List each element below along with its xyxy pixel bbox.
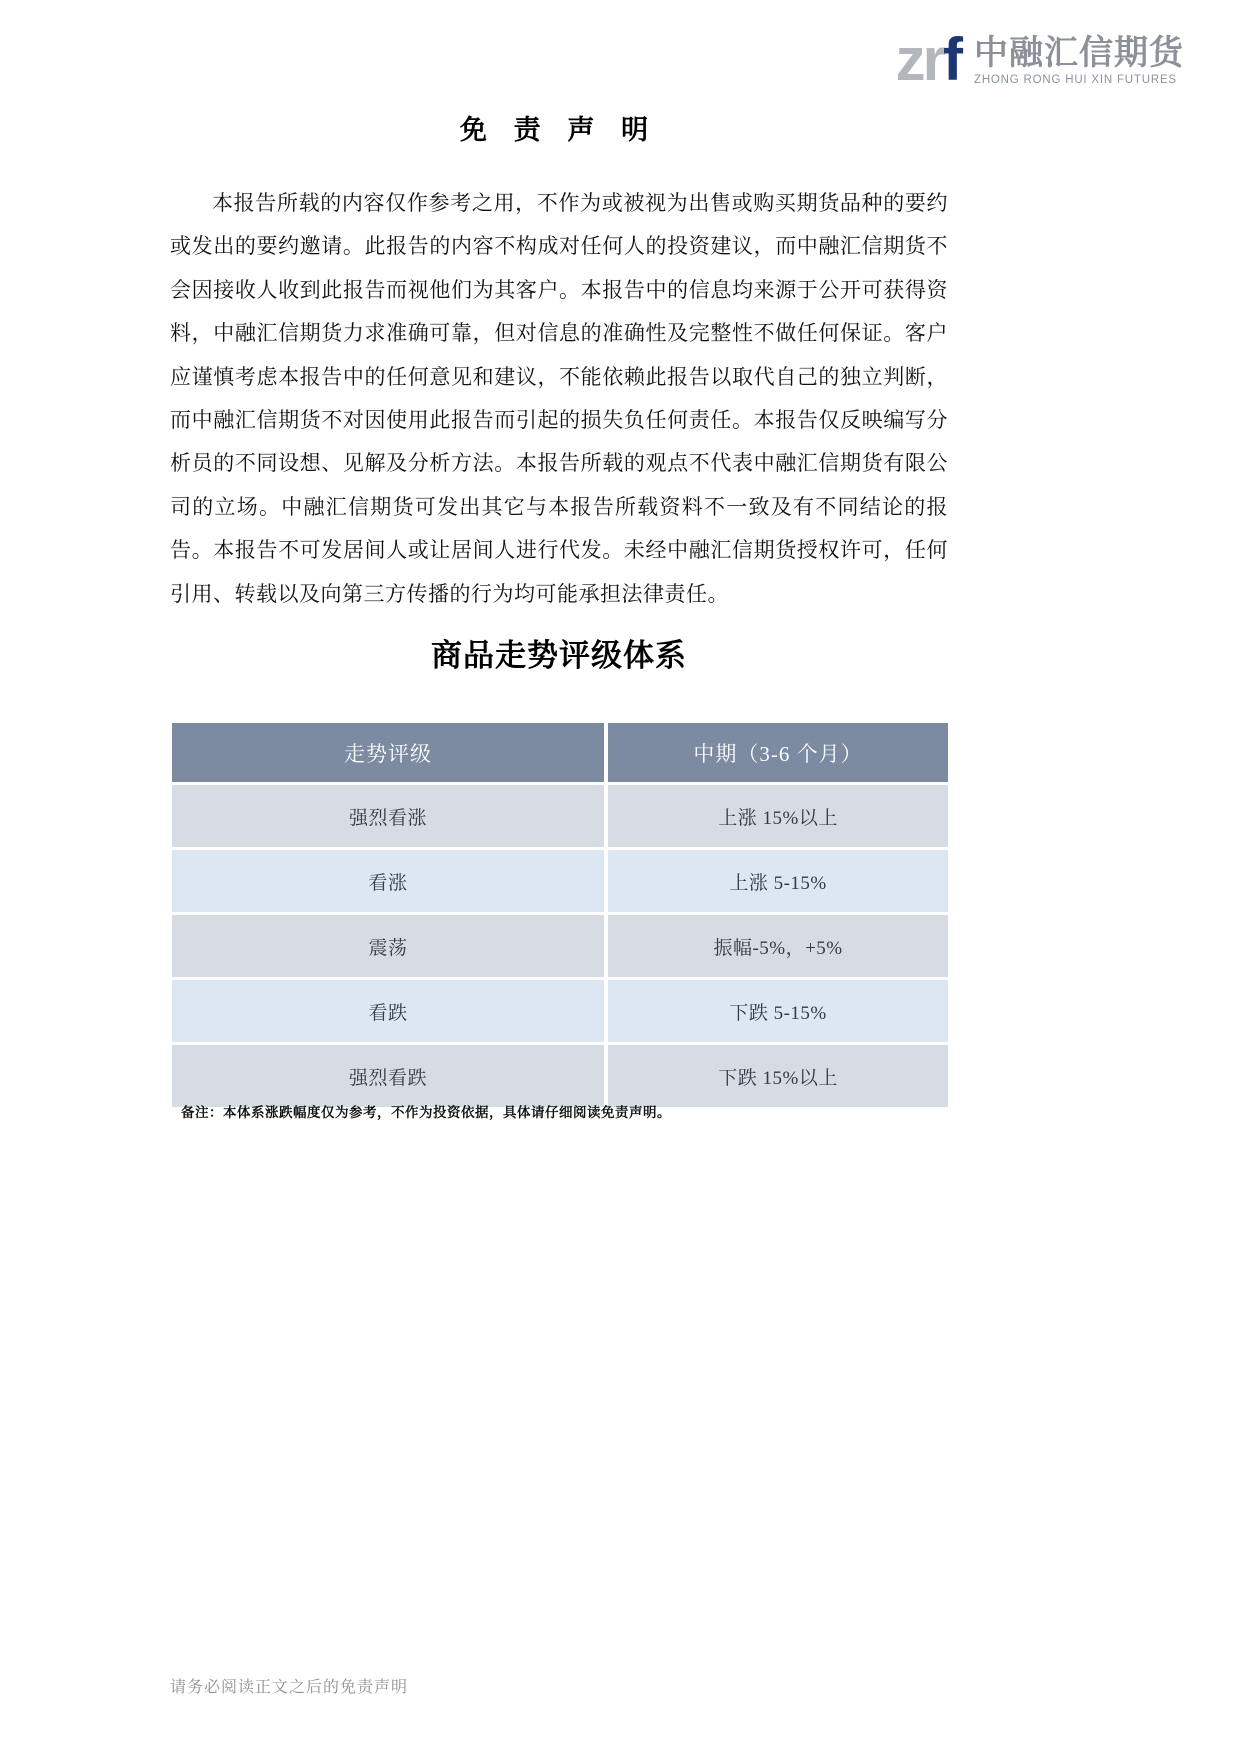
rating-table [168, 720, 952, 1110]
header-trend-rating: 走势评级 [172, 723, 604, 782]
range-cell: 振幅-5%，+5% [608, 915, 948, 977]
rating-cell: 震荡 [172, 915, 604, 977]
rating-note: 备注：本体系涨跌幅度仅为参考，不作为投资依据，具体请仔细阅读免责声明。 [181, 1105, 671, 1120]
logo-f-letter: f [943, 26, 960, 93]
zrf-logo-icon [895, 26, 960, 93]
page-footer: 请务必阅读正文之后的免责声明 [170, 1679, 409, 1696]
company-names [974, 34, 1184, 86]
table-row [172, 850, 948, 912]
rating-cell: 强烈看跌 [172, 1045, 604, 1107]
logo-zr-letters: zr [895, 26, 944, 93]
table-row [172, 1045, 948, 1107]
rating-table-header-row [172, 723, 948, 782]
rating-cell: 看跌 [172, 980, 604, 1042]
disclaimer-title: 免 责 声 明 [459, 115, 659, 145]
rating-cell: 看涨 [172, 850, 604, 912]
company-name-en: ZHONG RONG HUI XIN FUTURES [974, 74, 1177, 86]
table-row [172, 980, 948, 1042]
range-cell: 下跌 5-15% [608, 980, 948, 1042]
disclaimer-body: 本报告所载的内容仅作参考之用，不作为或被视为出售或购买期货品种的要约或发出的要约邀请。此报告的内容不构成对任何人的投资建议，而中融汇信期货不会因接收人收到此报告而视他们为其客户。本报告中的信息均来源于公开可获得资料，中融汇信期货力求准确可靠，但对信息的准确性及完整性不做任何保证。客户应谨慎考虑本报告中的任何意见和建议，不能依赖此报告以取代自己的独立判断，而中融汇信期货不对因使用此报告而引起的损失负任何责任。本报告仅反映编写分析员的不同设想、见解及分析方法。本报告所载的观点不代表中融汇信期货有限公司的立场。中融汇信期货可发出其它与本报告所载资料不一致及有不同结论的报告。本报告不可发居间人或让居间人进行代发。未经中融汇信期货授权许可，任何引用、转载以及向第三方传播的行为均可能承担法律责任。 [170, 191, 948, 606]
rating-cell: 强烈看涨 [172, 785, 604, 847]
table-row [172, 915, 948, 977]
company-logo [895, 26, 1184, 93]
range-cell: 上涨 15%以上 [608, 785, 948, 847]
rating-system-title: 商品走势评级体系 [431, 638, 687, 673]
header-mid-term: 中期（3-6 个月） [608, 723, 948, 782]
range-cell: 上涨 5-15% [608, 850, 948, 912]
range-cell: 下跌 15%以上 [608, 1045, 948, 1107]
table-row [172, 785, 948, 847]
company-name-cn: 中融汇信期货 [974, 34, 1184, 72]
